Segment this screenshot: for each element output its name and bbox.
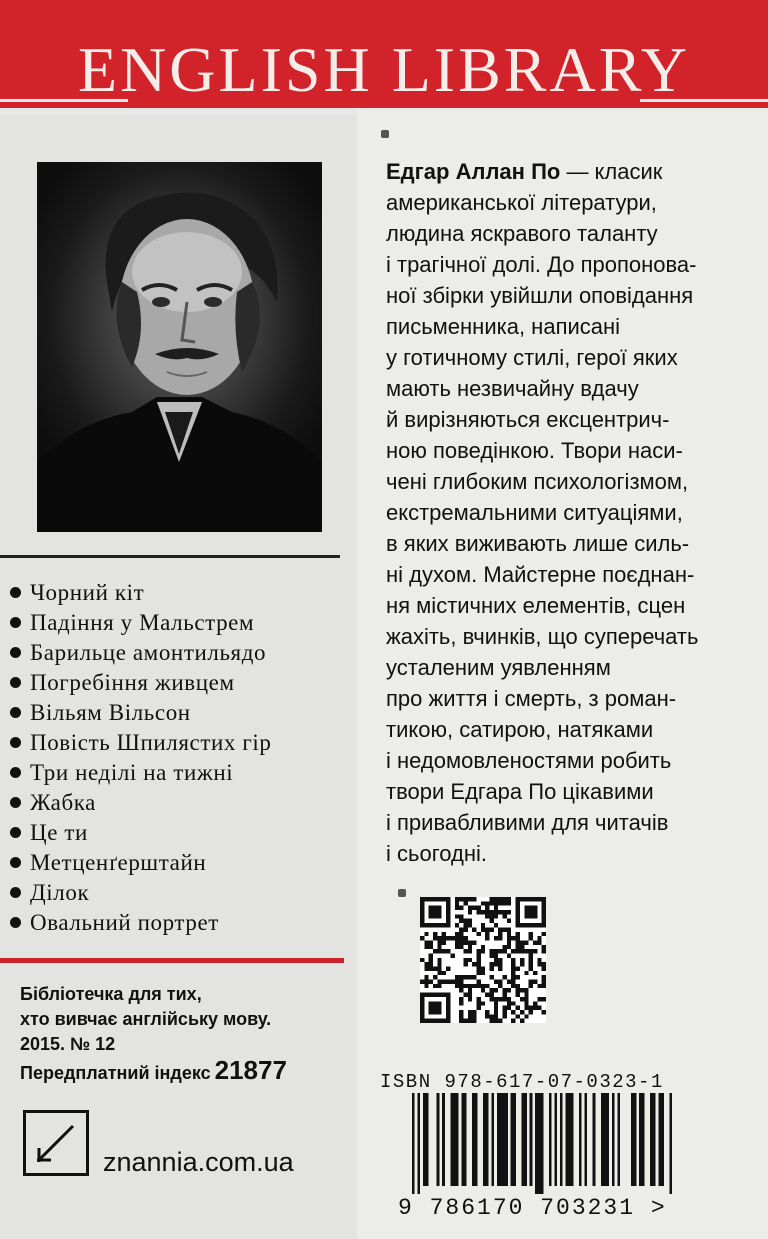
description-line: письменника, написані [386, 314, 621, 339]
description-line: й вирізняються ексцентрич- [386, 407, 670, 432]
series-info [20, 982, 271, 1057]
list-item: Падіння у Мальстрем [10, 608, 271, 638]
znannia-logo-icon [23, 1110, 89, 1176]
bullet-icon [10, 827, 21, 838]
publisher-site: znannia.com.ua [103, 1147, 294, 1177]
description-line: і недомовленостями робить [386, 748, 672, 773]
list-item: Погребіння живцем [10, 668, 271, 698]
description-line: жахіть, вчинків, що суперечать [386, 624, 699, 649]
list-item: Жабка [10, 788, 271, 818]
description-line: про життя і смерть, з роман- [386, 686, 677, 711]
book-description [386, 156, 766, 869]
list-item: Барильце амонтильядо [10, 638, 271, 668]
series-title: ENGLISH LIBRARY [77, 34, 691, 105]
print-speck [381, 130, 389, 138]
description-line: твори Едгара По цікавими [386, 779, 654, 804]
isbn-barcode [412, 1093, 672, 1194]
subscription-number: 21877 [214, 1055, 287, 1085]
list-item: Три неділі на тижні [10, 758, 271, 788]
bullet-icon [10, 617, 21, 628]
list-item: Овальний портрет [10, 908, 271, 938]
list-item: Чорний кіт [10, 578, 271, 608]
description-line: і привабливими для читачів [386, 810, 669, 835]
portrait-drawing [37, 162, 322, 532]
series-info-line: хто вивчає англійську мову. [20, 1009, 272, 1029]
isbn-label: ISBN 978-617-07-0323-1 [380, 1071, 664, 1093]
description-line: в яких виживають лише силь- [386, 531, 690, 556]
list-top-divider [0, 555, 340, 558]
description-line: ні духом. Майстерне поєднан- [386, 562, 695, 587]
description-line: ної збірки увійшли оповідання [386, 283, 694, 308]
list-item: Це ти [10, 818, 271, 848]
description-line: чені глибоким психологізмом, [386, 469, 689, 494]
bullet-icon [10, 797, 21, 808]
description-line: ня містичних елементів, сцен [386, 593, 686, 618]
bullet-icon [10, 887, 21, 898]
bullet-icon [10, 587, 21, 598]
list-bottom-divider [0, 958, 344, 963]
description-line: усталеним уявленням [386, 655, 611, 680]
description-line: мають незвичайну вдачу [386, 376, 639, 401]
series-info-line: Бібліотечка для тих, [20, 984, 202, 1004]
bullet-icon [10, 767, 21, 778]
description-line: екстремальними ситуаціями, [386, 500, 683, 525]
bullet-icon [10, 647, 21, 658]
description-line: американської літератури, [386, 190, 657, 215]
barcode-digits: 9 786170 703231 > [398, 1195, 667, 1221]
description-line: і трагічної долі. До пропонова- [386, 252, 697, 277]
description-line: Едгар Аллан По — класик [386, 159, 663, 184]
author-name: Едгар Аллан По [386, 159, 561, 184]
description-line: і сьогодні. [386, 841, 487, 866]
description-line: у готичному стилі, герої яких [386, 345, 678, 370]
author-portrait [37, 162, 322, 532]
bullet-icon [10, 707, 21, 718]
list-item: Вільям Вільсон [10, 698, 271, 728]
list-item: Ділок [10, 878, 271, 908]
series-header [0, 0, 768, 108]
description-line: тикою, сатирою, натяками [386, 717, 654, 742]
subscription-index [20, 1055, 287, 1086]
list-item: Повість Шпилястих гір [10, 728, 271, 758]
description-line: людина яскравого таланту [386, 221, 658, 246]
series-issue: 2015. № 12 [20, 1034, 116, 1054]
qr-code-icon[interactable] [420, 897, 546, 1023]
print-speck [398, 889, 406, 897]
bullet-icon [10, 857, 21, 868]
bullet-icon [10, 917, 21, 928]
list-item: Метценґерштайн [10, 848, 271, 878]
stories-list [10, 578, 271, 938]
bullet-icon [10, 677, 21, 688]
bullet-icon [10, 737, 21, 748]
description-line: ною поведінкою. Твори наси- [386, 438, 683, 463]
subscription-label: Передплатний індекс [20, 1063, 211, 1083]
